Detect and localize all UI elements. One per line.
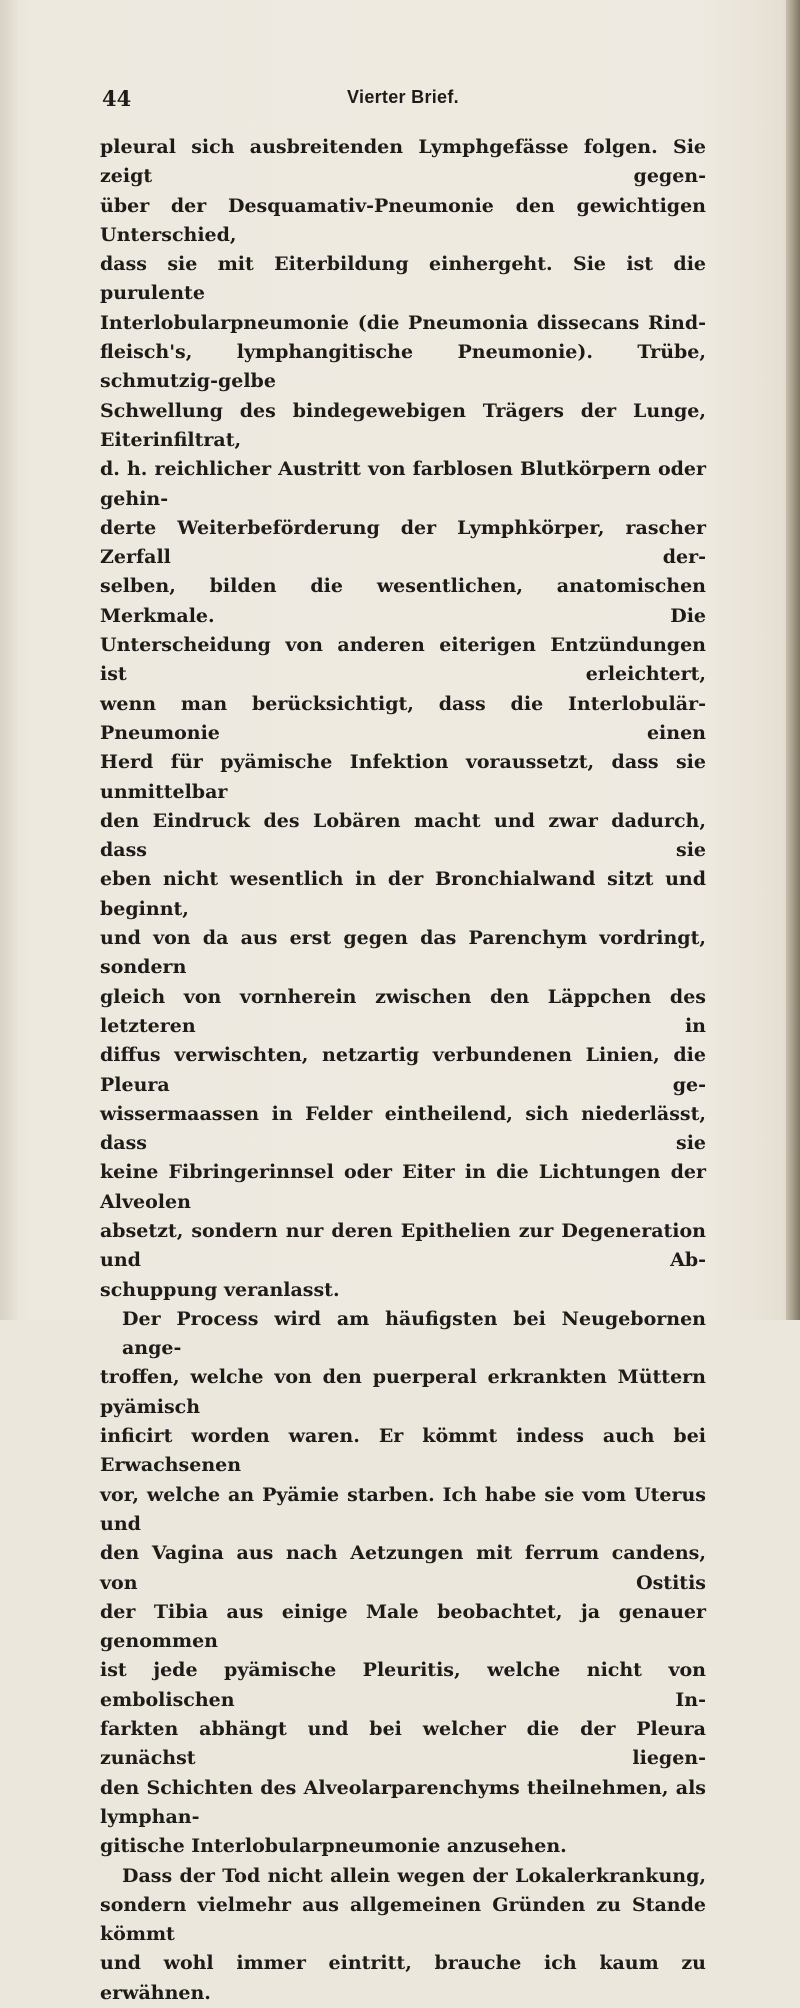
paragraph-3 (100, 1862, 706, 2008)
text-line: Dass der Tod nicht allein wegen der Lokalerkrankung, (122, 1864, 706, 1887)
text-line: vor, welche an Pyämie starben. Ich habe sie vom Uterus und (100, 1483, 706, 1535)
body-text (100, 133, 706, 2008)
text-line: wissermaassen in Felder eintheilend, sich niederlässt, dass sie (100, 1102, 706, 1155)
text-line: inficirt worden waren. Er kömmt indess auch bei Erwachsenen (100, 1425, 706, 1477)
text-line: dass sie mit Eiterbildung einhergeht. Sie ist die purulente (100, 253, 706, 305)
text-line: gleich von vornherein zwischen den Läppchen des letzteren in (100, 985, 706, 1037)
text-line: eben nicht wesentlich in der Bronchialwand sitzt und beginnt, (100, 868, 706, 920)
text-line: gitische Interlobularpneumonie anzusehen. (100, 1835, 567, 1858)
text-line: absetzt, sondern nur deren Epithelien zur Degeneration und Ab- (100, 1219, 706, 1272)
text-line: Unterscheidung von anderen eiterigen Entzündungen ist erleichtert, (100, 634, 706, 686)
paragraph-1 (100, 133, 706, 1305)
text-line: den Eindruck des Lobären macht und zwar dadurch, dass sie (100, 809, 706, 862)
text-line: pleural sich ausbreitenden Lymphgefässe folgen. Sie zeigt gegen- (100, 136, 706, 188)
text-line: und von da aus erst gegen das Parenchym vordringt, sondern (100, 927, 706, 979)
text-line: Interlobularpneumonie (die Pneumonia dissecans Rind- (100, 311, 706, 334)
page-left-edge (0, 0, 18, 1320)
text-line: den Schichten des Alveolarparenchyms theilnehmen, als lymphan- (100, 1776, 706, 1828)
text-line: keine Fibringerinnsel oder Eiter in die Lichtungen der Alveolen (100, 1161, 706, 1213)
text-line: sondern vielmehr aus allgemeinen Gründen zu Stande kömmt (100, 1893, 706, 1946)
text-line: Der Process wird am häufigsten bei Neugebornen ange- (122, 1307, 706, 1360)
running-head: Vierter Brief. (347, 87, 459, 107)
text-line: farkten abhängt und bei welcher die der Pleura zunächst liegen- (100, 1718, 706, 1770)
text-line: fleisch's, lymphangitische Pneumonie). Trübe, schmutzig-gelbe (100, 341, 706, 393)
text-line: den Vagina aus nach Aetzungen mit ferrum candens, von Ostitis (100, 1542, 706, 1594)
text-line: diffus verwischten, netzartig verbundenen Linien, die Pleura ge- (100, 1044, 706, 1096)
page-header (100, 86, 706, 116)
text-line: Schwellung des bindegewebigen Trägers der Lunge, Eiterinfiltrat, (100, 399, 706, 451)
text-line: und wohl immer eintritt, brauche ich kaum zu erwähnen. (100, 1952, 706, 2004)
page-number: 44 (102, 86, 132, 111)
text-line: über der Desquamativ-Pneumonie den gewichtigen Unterschied, (100, 194, 706, 246)
text-line: der Tibia aus einige Male beobachtet, ja genauer genommen (100, 1600, 706, 1653)
page-right-edge (786, 0, 800, 1320)
paragraph-2 (100, 1305, 706, 1862)
text-line: Herd für pyämische Infektion voraussetzt, dass sie unmittelbar (100, 751, 706, 803)
text-line: selben, bilden die wesentlichen, anatomischen Merkmale. Die (100, 575, 706, 627)
text-line: derte Weiterbeförderung der Lymphkörper, rascher Zerfall der- (100, 516, 706, 569)
text-line: ist jede pyämische Pleuritis, welche nicht von embolischen In- (100, 1659, 706, 1711)
text-line: schuppung veranlasst. (100, 1278, 340, 1301)
text-line: troffen, welche von den puerperal erkrankten Müttern pyämisch (100, 1366, 706, 1418)
text-line: wenn man berücksichtigt, dass die Interlobulär-Pneumonie einen (100, 692, 706, 744)
text-line: d. h. reichlicher Austritt von farblosen Blutkörpern oder gehin- (100, 458, 706, 510)
